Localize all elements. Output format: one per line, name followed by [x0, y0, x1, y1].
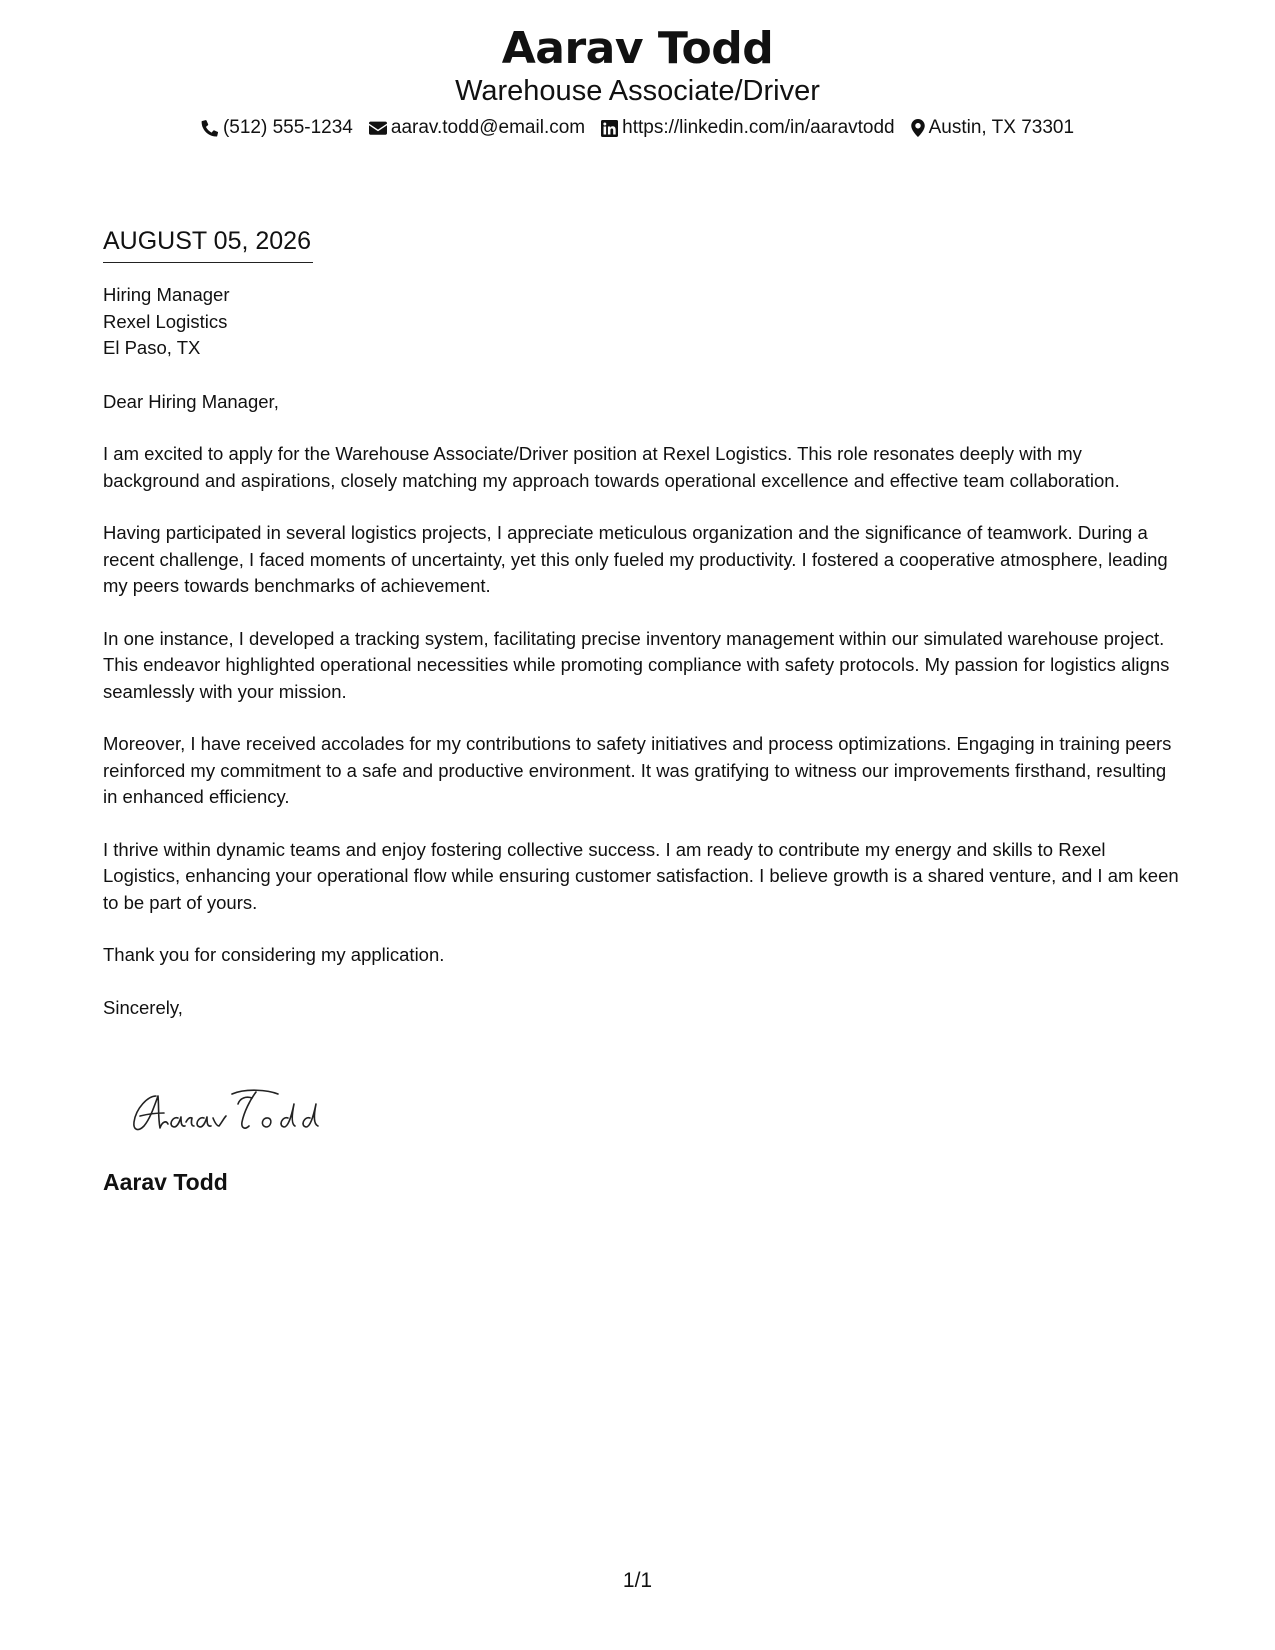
recipient-company: Rexel Logistics — [103, 310, 228, 332]
letter-body — [103, 282, 1183, 1047]
signer-name: Aarav Todd — [103, 1169, 228, 1195]
envelope-icon — [369, 120, 387, 136]
applicant-job-title: Warehouse Associate/Driver — [455, 75, 820, 107]
thank-you-line: Thank you for considering my application. — [103, 944, 445, 965]
recipient-title: Hiring Manager — [103, 284, 230, 305]
page-number: 1/1 — [622, 1569, 653, 1592]
phone-icon — [201, 119, 219, 137]
handwritten-signature — [128, 1082, 348, 1142]
body-paragraph: I am excited to apply for the Warehouse Associate/Driver position at Rexel Logistics. This role resonates deeply with my background and aspirations, closely matching my approach towards operational excellence and effective team collaboration. — [103, 443, 1120, 491]
recipient-location: El Paso, TX — [103, 337, 201, 358]
contact-location — [911, 116, 1074, 140]
contact-phone — [201, 116, 353, 140]
contact-email[interactable] — [369, 116, 585, 140]
contact-info — [0, 116, 1275, 140]
applicant-name: Aarav Todd — [501, 23, 774, 74]
recipient-address — [103, 282, 1183, 362]
letter-date-block — [103, 226, 313, 263]
body-paragraph: In one instance, I developed a tracking system, facilitating precise inventory management within our simulated warehouse project. This endeavor highlighted operational necessities while promoting compliance with safety protocols. My passion for logistics aligns seamlessly with your mission. — [103, 627, 1170, 702]
phone-text: (512) 555-1234 — [222, 117, 353, 138]
email-text: aarav.todd@email.com — [390, 117, 586, 138]
linkedin-icon — [601, 120, 618, 137]
linkedin-text: https://linkedin.com/in/aaravtodd — [622, 117, 895, 138]
location-text: Austin, TX 73301 — [928, 117, 1075, 138]
body-paragraph: Having participated in several logistics projects, I appreciate meticulous organization and the significance of teamwork. During a recent challenge, I faced moments of uncertainty, yet this only fueled my productivity. I fostered a cooperative atmosphere, leading my peers towards benchmarks of achievement. — [103, 522, 1168, 596]
map-marker-icon — [911, 119, 925, 137]
letter-header — [0, 22, 1275, 140]
contact-linkedin[interactable] — [601, 116, 895, 140]
closing: Sincerely, — [103, 996, 183, 1018]
letter-date: AUGUST 05, 2026 — [103, 226, 313, 263]
body-paragraph: Moreover, I have received accolades for my contributions to safety initiatives and process optimizations. Engaging in training peers reinforced my commitment to a safe and productive environment. It was gratifying to witness our improvements firsthand, resulting in enhanced efficiency. — [103, 733, 1172, 807]
salutation: Dear Hiring Manager, — [103, 390, 279, 412]
body-paragraph: I thrive within dynamic teams and enjoy fostering collective success. I am ready to contribute my energy and skills to Rexel Logistics, enhancing your operational flow while ensuring customer satisfaction. I believe growth is a shared venture, and I am keen to be part of yours. — [103, 838, 1179, 913]
